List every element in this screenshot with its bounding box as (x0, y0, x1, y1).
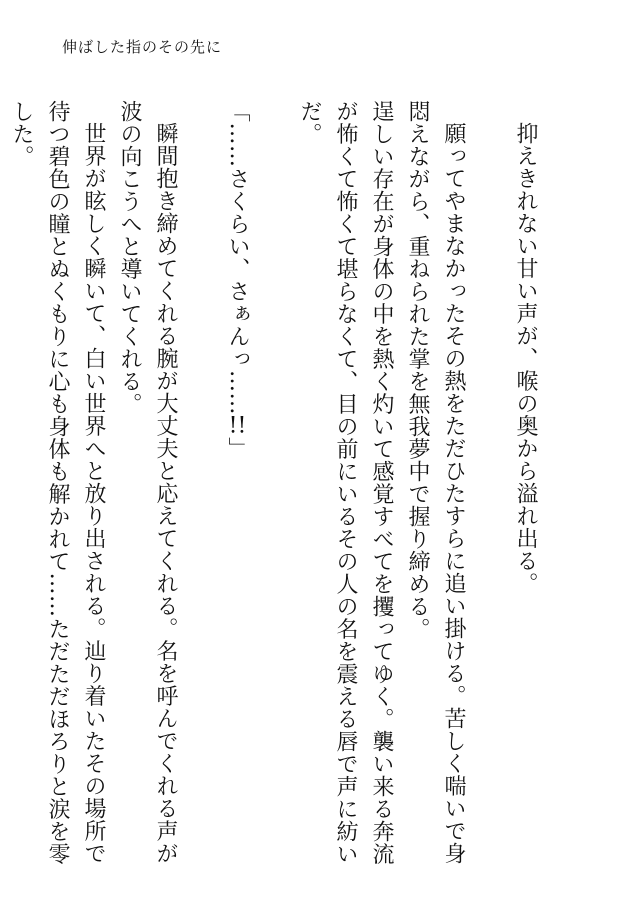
dialogue-close-bracket: 」 (225, 437, 250, 460)
paragraph-6: 世界が眩しく瞬いて、白い世界へと放り出される。辿り着いたその場所で待つ碧色の瞳とぬくもりに心も身体も解かれて……ただただほろりと涙を零した。 (9, 100, 106, 865)
paragraph-2: 願ってやまなかったその熱をただひたすらに追い掛ける。苦しく喘いで身悶えながら、重ねられた掌を無我夢中で握り締める。 (405, 100, 466, 865)
vertical-body-text (0, 100, 543, 870)
paragraph-7 (0, 100, 3, 870)
paragraph-1: 抑えきれない甘い声が、喉の奥から溢れ出る。 (513, 122, 538, 595)
paragraph-5: 瞬間抱き締めてくれる腕が大丈夫と応えてくれる。名を呼んでくれる声が波の向こうへと導いてくれる。 (117, 100, 178, 865)
dialogue-text: 「……さくらい、さぁんっ…… (225, 100, 250, 415)
paragraph-3: 逞しい存在が身体の中を熱く灼いて感覚すべてを攫ってゆく。襲い来る奔流が怖くて怖くて堪らなくて、目の前にいるその人の名を震える唇で声に紡いだ。 (297, 100, 394, 865)
paragraph-break (471, 100, 507, 870)
dialogue-line (219, 100, 255, 870)
running-header-title: 伸ばした指のその先に (62, 38, 223, 56)
paragraph-break (183, 100, 219, 870)
paragraph-break (255, 100, 291, 870)
dialogue-exclamation: !! (228, 415, 247, 437)
